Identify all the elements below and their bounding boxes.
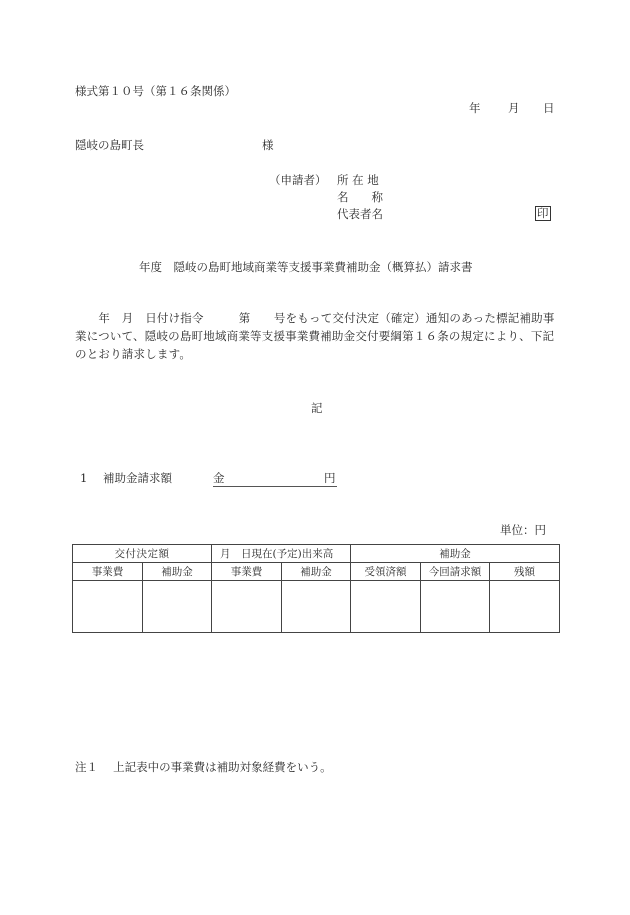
footnote: 注１ 上記表中の事業費は補助対象経費をいう。	[75, 760, 332, 774]
date-month-label: 月	[508, 101, 520, 115]
amount-line	[213, 472, 337, 487]
date-year-label: 年	[469, 101, 481, 115]
header-received: 受領済額	[351, 563, 421, 581]
cell-project-cost-2[interactable]	[212, 581, 282, 633]
cell-remaining[interactable]	[490, 581, 560, 633]
header-subsidy-1: 補助金	[143, 563, 212, 581]
name-label: 名 称	[337, 190, 383, 204]
address-label: 所 在 地	[337, 173, 379, 187]
amount-suffix: 円	[324, 471, 336, 485]
ki-heading: 記	[311, 401, 323, 415]
amount-prefix: 金	[213, 471, 225, 485]
cell-current-request[interactable]	[421, 581, 490, 633]
form-number: 様式第１０号（第１６条関係）	[75, 84, 236, 98]
cell-project-cost-1[interactable]	[73, 581, 143, 633]
body-paragraph: 年 月 日付け指令 第 号をもって交付決定（確定）通知のあった標記補助事業について、隠岐の島町地域商業等支援事業費補助金交付要綱第１６条の規定により、下記のとおり請求します。	[75, 311, 555, 361]
seal-icon: 印	[537, 206, 549, 220]
header-project-cost-1: 事業費	[73, 563, 143, 581]
subsidy-table	[72, 544, 560, 633]
header-subsidy-2: 補助金	[282, 563, 351, 581]
item1-label: 補助金請求額	[103, 471, 172, 485]
unit-label: 単位：円	[500, 523, 546, 537]
date-day-label: 日	[543, 101, 555, 115]
item1-number: 1	[80, 471, 88, 485]
header-subsidy: 補助金	[351, 545, 560, 563]
table-sub-header-row	[73, 563, 560, 581]
document-title: 年度 隠岐の島町地域商業等支援事業費補助金（概算払）請求書	[139, 260, 473, 274]
cell-received[interactable]	[351, 581, 421, 633]
cell-subsidy-2[interactable]	[282, 581, 351, 633]
addressee-honorific: 様	[262, 138, 274, 152]
addressee-name: 隠岐の島町長	[75, 138, 144, 152]
header-decision-amount: 交付決定額	[73, 545, 212, 563]
header-project-cost-2: 事業費	[212, 563, 282, 581]
header-progress: 月 日現在(予定)出来高	[212, 545, 351, 563]
table-group-header-row	[73, 545, 560, 563]
representative-label: 代表者名	[337, 207, 383, 221]
cell-subsidy-1[interactable]	[143, 581, 212, 633]
header-current-request: 今回請求額	[421, 563, 490, 581]
applicant-label: （申請者）	[269, 173, 327, 187]
table-row	[73, 581, 560, 633]
header-remaining: 残額	[490, 563, 560, 581]
seal-mark	[535, 206, 551, 221]
